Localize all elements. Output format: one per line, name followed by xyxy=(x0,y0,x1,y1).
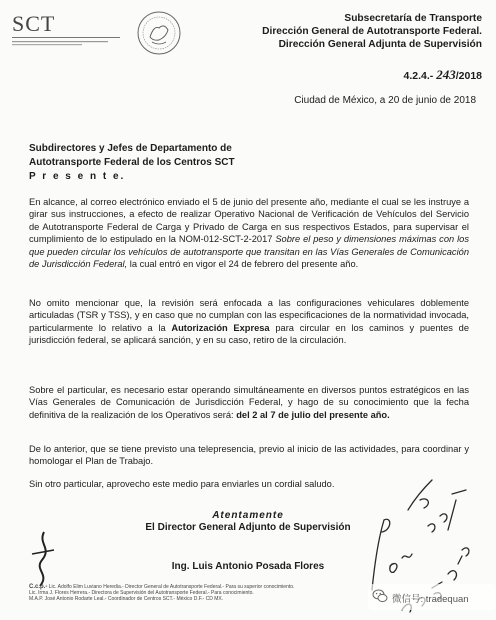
paragraph-text: para circular en los caminos y puentes de jurisdicción federal, se aplicará sanción, y en su caso, retiro de la circulación. xyxy=(29,322,469,346)
addressee-presente: P r e s e n t e. xyxy=(29,171,126,182)
letter-date: Ciudad de México, a 20 de junio de 2018 xyxy=(294,95,476,106)
direccion-adjunta-title: Dirección General Adjunta de Supervisión xyxy=(278,39,482,50)
body-paragraph-3 xyxy=(29,384,469,421)
logo-divider xyxy=(12,37,120,38)
signer-name: Ing. Luis Antonio Posada Flores xyxy=(171,561,325,572)
subsecretaria-title: Subsecretaría de Transporte xyxy=(344,13,482,24)
sct-logo: SCT xyxy=(12,11,56,36)
reference-prefix: 4.2.4.- xyxy=(403,70,434,82)
cc-list xyxy=(29,584,359,603)
autorizacion-expresa-bold: Autorización Expresa xyxy=(171,322,270,333)
wechat-icon xyxy=(372,588,388,604)
operation-dates-bold: del 2 al 7 de julio del presente año. xyxy=(236,409,390,420)
logo-subtext-graphic xyxy=(12,40,132,50)
cc-line: Lic. Irma J. Flores Herrera.- Directora de Supervisión del Autotransporte Federal.- Para conocimiento. xyxy=(29,590,254,597)
paragraph-text: No omito mencionar que, la revisión será enfocada a las configuraciones vehiculares doblemente articuladas (TSR y TSS), y en caso que no cumplan con las especificaciones de la normatividad invocada, particularmente lo relativo a la xyxy=(29,298,469,333)
reference-suffix: /2018 xyxy=(455,70,482,82)
national-seal-icon xyxy=(136,10,182,56)
cc-line: Lic. Adolfo Elim Luviano Heredia.- Director General de Autotransporte Federal.- Para su superior conocimiento. xyxy=(48,584,295,590)
addressee-line: Subdirectores y Jefes de Departamento de xyxy=(29,143,232,154)
closing-atentamente: Atentamente xyxy=(212,510,284,521)
addressee-block xyxy=(29,142,235,184)
direccion-general-title: Dirección General de Autotransporte Federal. xyxy=(262,26,482,37)
wechat-id-label: 微信号: tradequan xyxy=(392,594,469,605)
letterhead-titles xyxy=(262,12,482,51)
paragraph-text: Sobre el particular, es necesario estar operando simultáneamente en diversos puntos estratégicos en las Vías Generales de Comunicación de Jurisdicción Federal, y hago de su conocimiento que la fecha definitiva de la realización de los Operativos será: xyxy=(29,385,469,420)
signer-role: El Director General Adjunto de Supervisión xyxy=(145,522,351,533)
paragraph-text: En alcance, al correo electrónico enviado el 5 de junio del presente año, mediante el cual se les instruye a girar sus instrucciones, a efecto de realizar Operativo Nacional de Verificación de Vehículos del Servicio de Autotransporte Federal de Carga y Privado de Carga en sus respectivos Estados, para supervisar el cumplimiento de lo estipulado en la NOM-012-SCT-2-2017 xyxy=(29,197,469,245)
body-paragraph-1 xyxy=(29,196,469,270)
reference-number xyxy=(404,67,482,83)
body-paragraph-4: De lo anterior, que se tiene previsto una telepresencia, previo al inicio de las actividades, para coordinar y homologar el Plan de Trabajo. xyxy=(29,444,469,467)
addressee-line: Autotransporte Federal de los Centros SCT xyxy=(29,157,235,168)
body-paragraph-2 xyxy=(29,297,469,347)
wechat-watermark xyxy=(368,584,496,610)
paragraph-text: la cual entró en vigor el 24 de febrero del presente año. xyxy=(129,259,359,270)
cc-line: M.A.P. José Antonio Rodarte Leal.- Coordinador de Centros SCT.- México D.F.- CD MX. xyxy=(29,596,224,603)
cc-label: C.c.p.- xyxy=(29,584,48,590)
handwritten-signature xyxy=(24,530,64,588)
nom-title-italic: Sobre el peso y dimensiones máximas con los que pueden circular los vehículos de autotransporte que transitan en las Vías Generales de Comunicación de Jurisdicción Federal, xyxy=(29,234,469,270)
body-paragraph-5: Sin otro particular, aprovecho este medio para enviarles un cordial saludo. xyxy=(29,479,335,489)
reference-handwritten-number: 243 xyxy=(436,67,456,82)
